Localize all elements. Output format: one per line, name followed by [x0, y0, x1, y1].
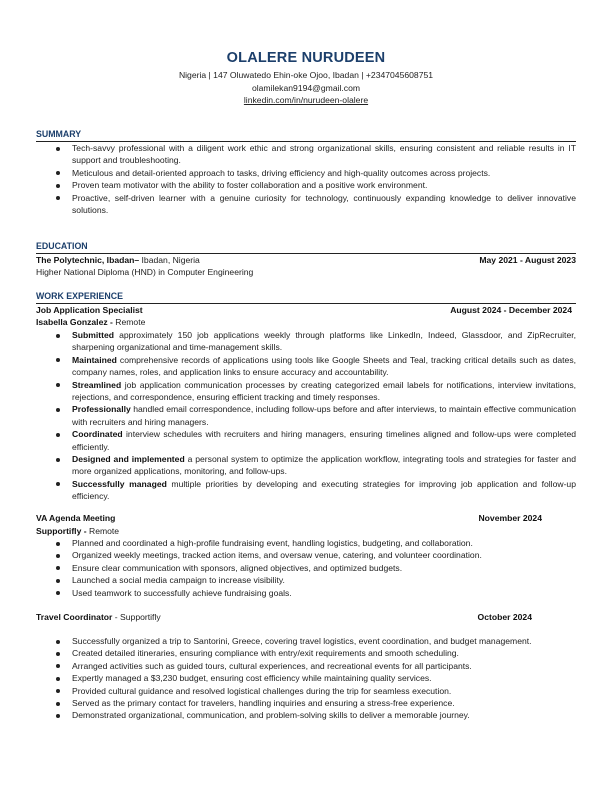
- bullet-text: Successfully organized a trip to Santorini, Greece, covering travel logistics, event coordination, and budget management.: [72, 636, 532, 646]
- candidate-name: OLALERE NURUDEEN: [226, 50, 386, 66]
- company-name: - Supportifly: [112, 612, 161, 622]
- bullet-item: [72, 179, 576, 191]
- bullet-lead: Maintained: [72, 354, 117, 365]
- bullet-item: [72, 587, 576, 599]
- bullet-text: approximately 150 job applications weekly through platforms like LinkedIn, Indeed, Glassdoor, and ZipRecruiter, sharpening organizational and time-management skills.: [72, 330, 576, 353]
- job-bullets: [72, 635, 576, 722]
- company-name: Isabella Gonzalez -: [36, 317, 113, 327]
- bullet-text: Arranged activities such as guided tours, cultural experiences, and recreational events for all participants.: [72, 660, 472, 671]
- bullet-item: [72, 537, 576, 549]
- bullet-item: [72, 574, 576, 586]
- bullet-item: [72, 660, 576, 672]
- bullet-item: [72, 192, 576, 217]
- job-company: [36, 316, 145, 328]
- bullet-lead: Coordinated: [72, 429, 123, 440]
- bullet-text: Planned and coordinated a high-profile fundraising event, handling logistics, budgeting, and collaboration.: [72, 538, 473, 548]
- bullet-item: [72, 549, 576, 561]
- job-dates: November 2024: [478, 513, 542, 523]
- bullet-lead: Professionally: [72, 404, 131, 415]
- bullet-text: a personal system to optimize the application workflow, integrating tools and strategies for faster and more organized applications, monitoring, and follow-ups.: [72, 454, 576, 477]
- job-bullets: [72, 537, 576, 599]
- school-name: The Polytechnic, Ibadan–: [36, 255, 140, 265]
- bullet-text: Demonstrated organizational, communication, and problem-solving skills to deliver a memorable journey.: [72, 710, 470, 721]
- email[interactable]: olamilekan9194@gmail.com: [251, 82, 361, 93]
- bullet-item: [72, 697, 576, 709]
- bullet-lead: Submitted: [72, 330, 115, 340]
- job-dates: August 2024 - December 2024: [450, 305, 572, 315]
- address-phone: Nigeria | 147 Oluwatedo Ehin-oke Ojoo, Ibadan | +2347045608751: [178, 70, 434, 80]
- bullet-item: [72, 635, 576, 647]
- bullet-text: Used teamwork to successfully achieve fundraising goals.: [72, 587, 292, 598]
- bullet-text: Served as the primary contact for travelers, handling inquiries and ensuring a stress-free experience.: [72, 698, 455, 709]
- bullet-lead: Designed and implemented: [72, 454, 185, 465]
- job-role: VA Agenda Meeting: [36, 513, 116, 523]
- education-heading: EDUCATION: [36, 241, 576, 254]
- bullet-text: Launched a social media campaign to increase visibility.: [72, 575, 285, 586]
- bullet-lead: Streamlined: [72, 379, 122, 390]
- bullet-text: comprehensive records of applications using tools like Google Sheets and Teal, tracking critical details such as dates, company names, roles, and application links to ensure accuracy and accountability.: [72, 354, 576, 378]
- bullet-item: [72, 478, 576, 503]
- bullet-text: handled email correspondence, including follow-ups before and after interviews, to maintain effective communication with recruiters and hiring managers.: [72, 404, 576, 427]
- job-header: [36, 611, 532, 623]
- bullet-item: [72, 329, 576, 354]
- education-dates: May 2021 - August 2023: [479, 255, 576, 265]
- bullet-text: Expertly managed a $3,230 budget, ensuring cost efficiency while maintaining quality services.: [72, 673, 432, 684]
- job-dates: October 2024: [477, 612, 532, 622]
- bullet-text: Meticulous and detail-oriented approach to tasks, driving efficiency and high-quality outcomes across projects.: [72, 167, 491, 178]
- job-header: [36, 512, 542, 524]
- bullet-item: [72, 685, 576, 697]
- job-role: Travel Coordinator: [36, 612, 113, 622]
- school-location: Ibadan, Nigeria: [139, 255, 200, 265]
- bullet-lead: Successfully managed: [72, 478, 167, 489]
- job-bullets: [72, 329, 576, 503]
- work-heading: WORK EXPERIENCE: [36, 291, 576, 304]
- bullet-text: Provided cultural guidance and resolved logistical challenges during the trip for seamless execution.: [72, 685, 452, 696]
- company-name: Supportifly -: [36, 526, 87, 536]
- job-header: [36, 304, 572, 316]
- bullet-text: job application communication processes by creating categorized email labels for notifications, interview invitations, rejections, and correspondence, ensuring efficient tracking and timely responses.: [72, 379, 576, 403]
- linkedin-link[interactable]: linkedin.com/in/nurudeen-olalere: [243, 95, 369, 105]
- bullet-text: Ensure clear communication with sponsors, aligned objectives, and optimized budgets.: [72, 562, 403, 573]
- bullet-item: [72, 709, 576, 721]
- job-location: Remote: [86, 526, 120, 536]
- job-location: Remote: [112, 317, 146, 327]
- bullet-text: Proven team motivator with the ability to foster collaboration and a positive work environment.: [72, 180, 428, 191]
- bullet-item: [72, 354, 576, 379]
- bullet-item: [72, 428, 576, 453]
- bullet-item: [72, 403, 576, 428]
- job-company: [36, 525, 119, 537]
- education-entry: [36, 254, 576, 266]
- bullet-text: Tech-savvy professional with a diligent work ethic and strong organizational skills, ensuring consistent and reliable results in IT support and troubleshooting.: [72, 143, 576, 166]
- summary-heading: SUMMARY: [36, 129, 576, 142]
- degree: Higher National Diploma (HND) in Computer Engineering: [36, 267, 254, 277]
- job-role: Job Application Specialist: [36, 305, 143, 315]
- bullet-item: [72, 647, 576, 659]
- bullet-item: [72, 142, 576, 167]
- bullet-text: multiple priorities by developing and executing strategies for improving job application and follow-up efficiency.: [72, 478, 576, 502]
- bullet-item: [72, 167, 576, 179]
- bullet-text: interview schedules with recruiters and hiring managers, ensuring timelines aligned and follow-ups were completed efficiently.: [72, 429, 576, 452]
- bullet-item: [72, 453, 576, 478]
- bullet-text: Organized weekly meetings, tracked action items, and oversaw venue, catering, and volunteer coordination.: [72, 550, 482, 561]
- bullet-item: [72, 672, 576, 684]
- summary-list: [72, 142, 576, 216]
- bullet-item: [72, 379, 576, 404]
- bullet-text: Created detailed itineraries, ensuring compliance with entry/exit requirements and smooth scheduling.: [72, 648, 459, 659]
- bullet-text: Proactive, self-driven learner with a genuine curiosity for technology, continuously expanding knowledge to deliver innovative solutions.: [72, 192, 576, 216]
- contact-info: [36, 69, 576, 107]
- bullet-item: [72, 562, 576, 574]
